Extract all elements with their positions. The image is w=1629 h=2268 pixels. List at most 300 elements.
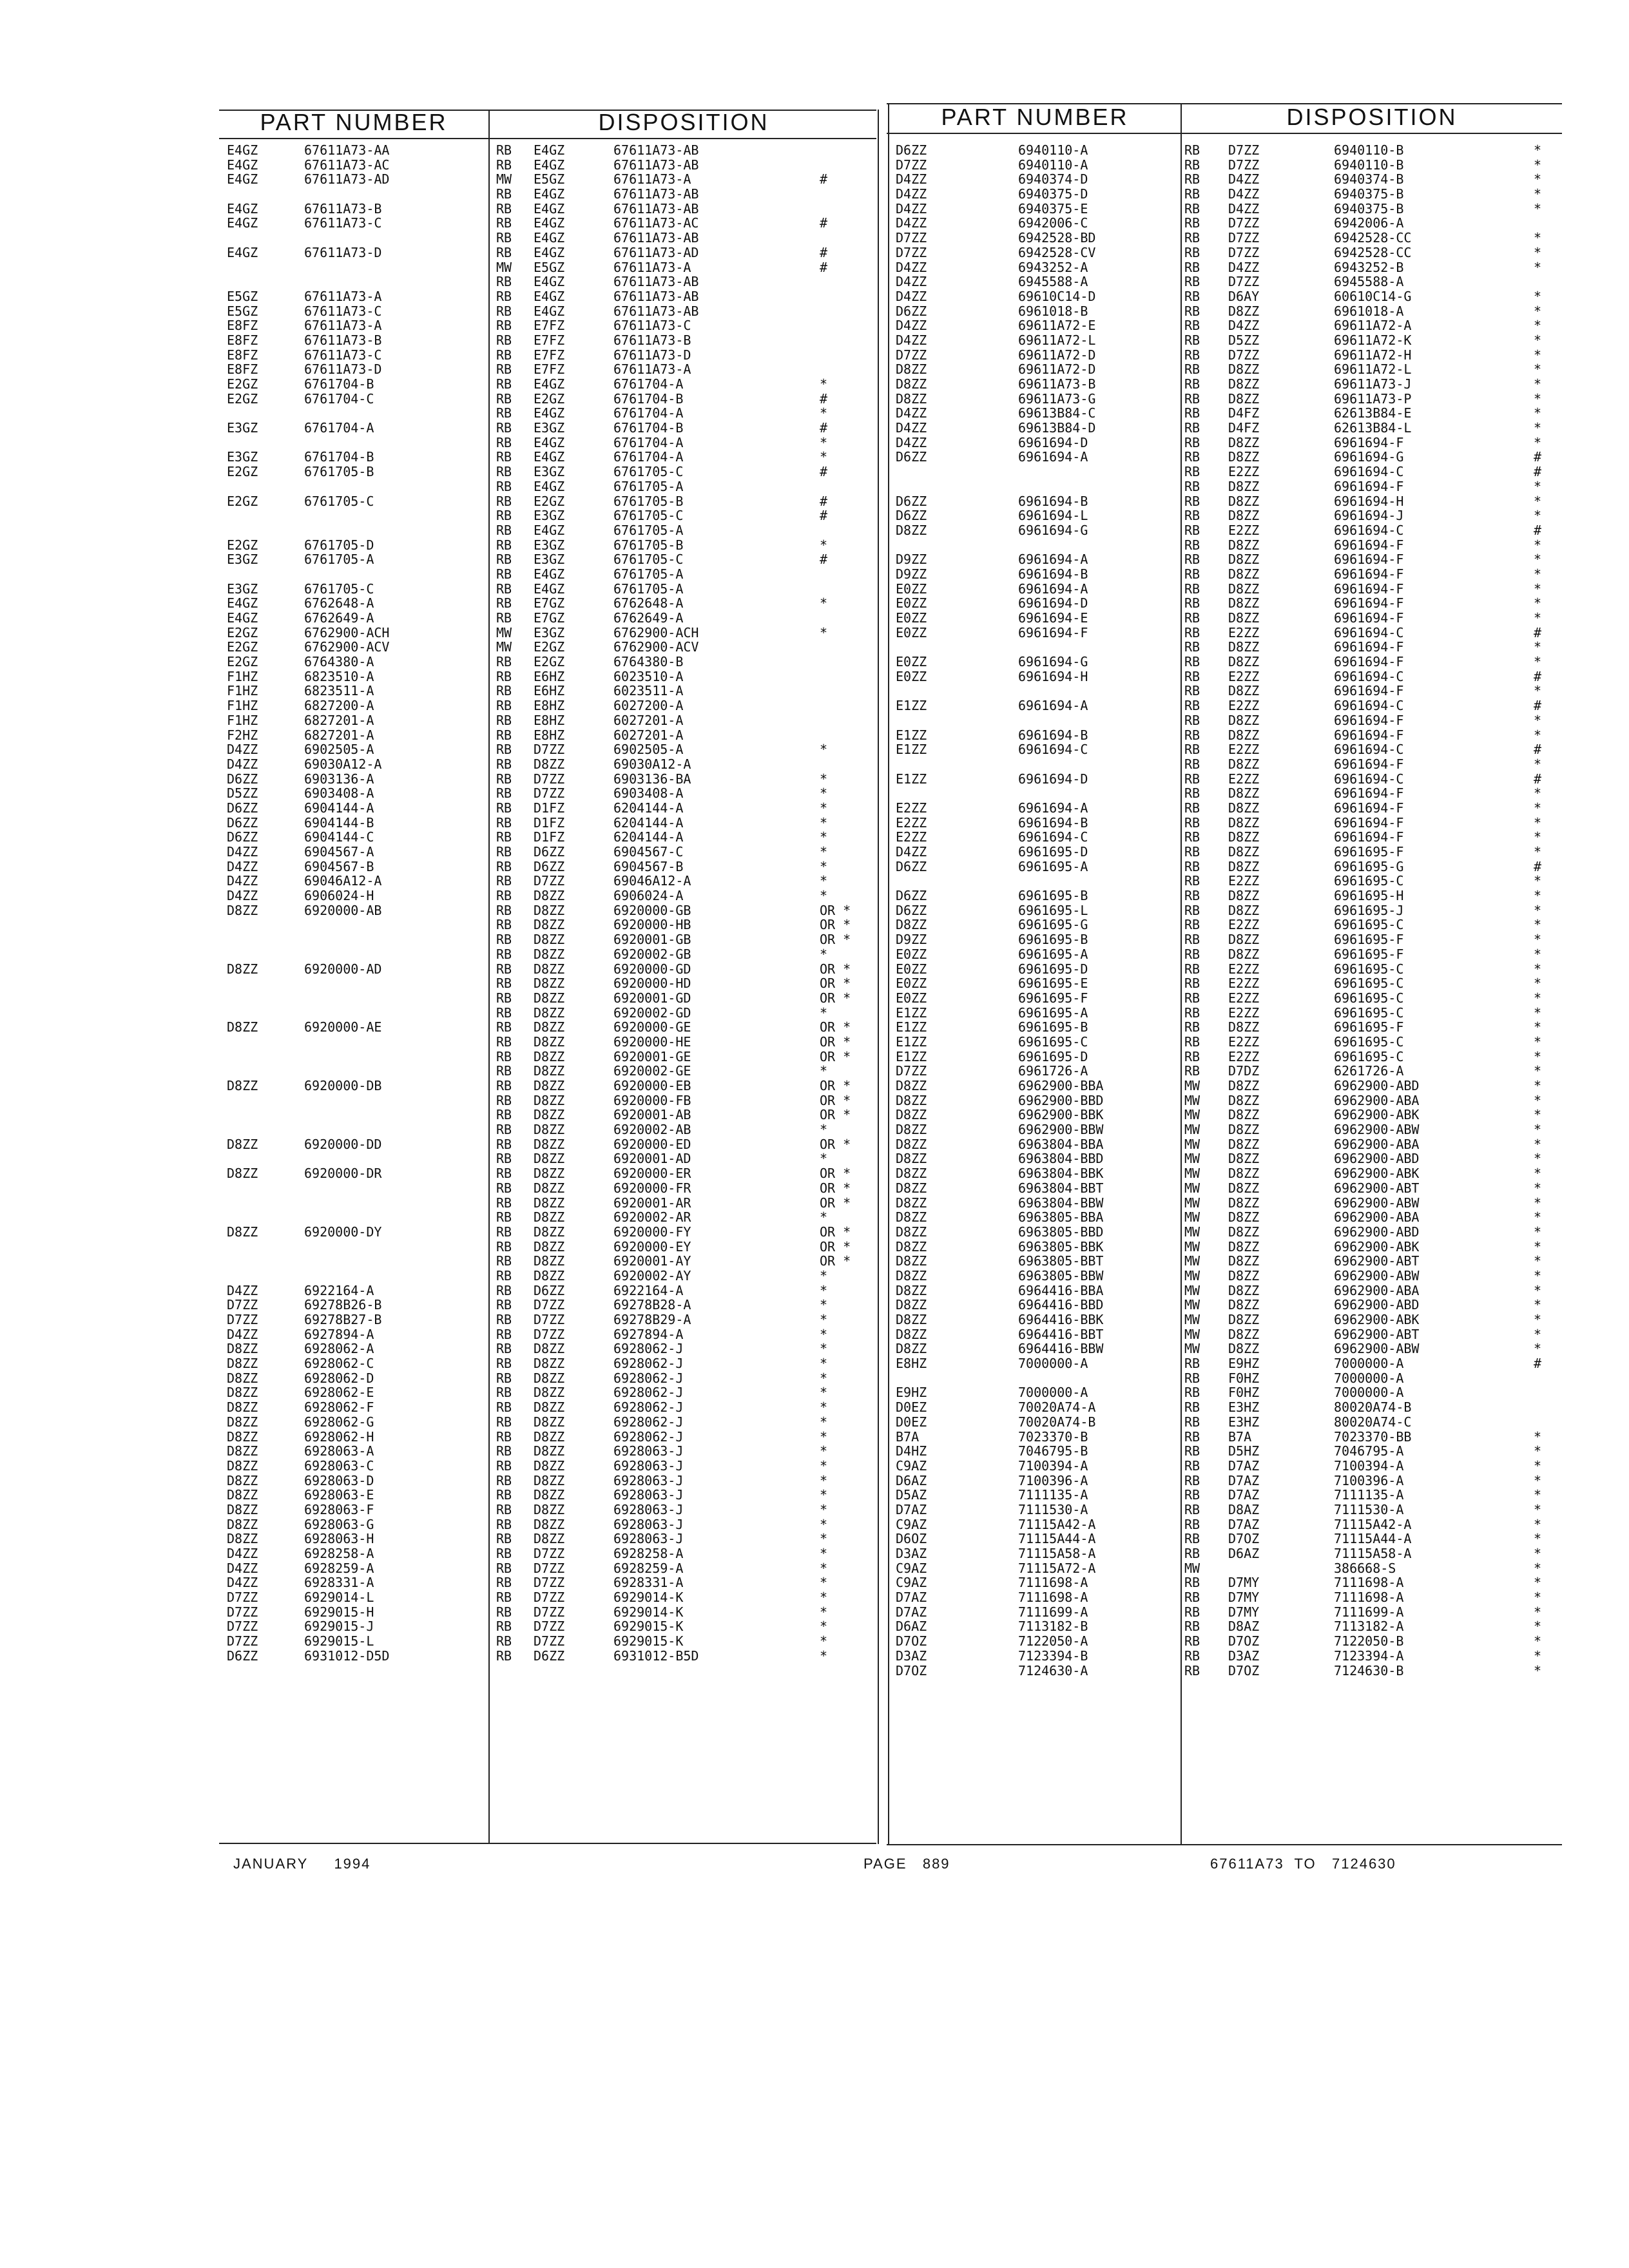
cell-note: OR * (820, 902, 851, 918)
cell-code: MW (1184, 1341, 1200, 1357)
cell-part-number: 6761705-D (304, 537, 374, 553)
cell-prefix: D6AZ (896, 1472, 927, 1488)
table-row (227, 962, 871, 977)
cell-code: RB (496, 493, 512, 509)
cell-part-number: 6928062-A (304, 1341, 374, 1357)
cell-disp-number: 6928062-J (613, 1414, 684, 1430)
cell-disp-prefix: D8ZZ (534, 1092, 565, 1108)
table-row (227, 1517, 871, 1532)
cell-code: RB (496, 1648, 512, 1664)
cell-disp-number: 69611A72-K (1334, 332, 1412, 348)
cell-part-number: 6961694-B (1018, 727, 1088, 743)
cell-disp-number: 6920000-ER (613, 1166, 691, 1182)
cell-part-number: 6943252-A (1018, 259, 1088, 275)
cell-note: # (820, 171, 828, 187)
cell-part-number: 6942528-CV (1018, 244, 1096, 260)
cell-disp-number: 6920000-EY (613, 1238, 691, 1254)
table-row (227, 552, 871, 567)
table-row (227, 494, 871, 509)
cell-disp-prefix: D8ZZ (534, 1501, 565, 1517)
table-row (896, 1254, 1559, 1269)
table-row (896, 1108, 1559, 1122)
cell-part-number: 6961726-A (1018, 1063, 1088, 1079)
cell-disp-prefix: D7ZZ (534, 1590, 565, 1606)
cell-disp-prefix: D8ZZ (1228, 654, 1260, 670)
cell-prefix: D7AZ (896, 1604, 927, 1620)
cell-disp-prefix: D8ZZ (1228, 683, 1260, 699)
cell-prefix: D8ZZ (896, 1326, 927, 1342)
table-row (896, 713, 1559, 728)
cell-part-number: 6823511-A (304, 683, 374, 699)
table-row (227, 655, 871, 669)
cell-note: OR * (820, 1107, 851, 1123)
table-row (227, 1619, 871, 1634)
cell-code: RB (496, 230, 512, 246)
cell-note: # (820, 493, 828, 509)
cell-part-number: 7124630-A (1018, 1662, 1088, 1678)
cell-code: RB (496, 785, 512, 802)
cell-note: * (1534, 654, 1542, 670)
cell-disp-prefix: D8ZZ (1228, 537, 1260, 553)
table-row (896, 786, 1559, 801)
cell-code: RB (1184, 244, 1200, 260)
cell-note: * (820, 844, 828, 860)
cell-disp-number: 7111135-A (1334, 1487, 1404, 1503)
cell-part-number: 69610C14-D (1018, 288, 1096, 304)
cell-prefix: D7OZ (896, 1662, 927, 1678)
cell-code: RB (1184, 829, 1200, 845)
cell-prefix: D7ZZ (227, 1604, 258, 1620)
cell-disp-prefix: E4GZ (534, 478, 565, 494)
cell-note: * (820, 1312, 828, 1327)
table-row (227, 1546, 871, 1561)
table-row (896, 669, 1559, 684)
cell-part-number: 69611A72-D (1018, 347, 1096, 363)
cell-code: RB (496, 1078, 512, 1093)
table-row (896, 1561, 1559, 1576)
cell-disp-prefix: E4GZ (534, 142, 565, 158)
cell-disp-number: 67611A73-AB (613, 186, 699, 202)
cell-disp-prefix: D7ZZ (1228, 274, 1260, 290)
cell-prefix: D8ZZ (227, 1166, 258, 1182)
cell-disp-number: 6962900-ABD (1334, 1151, 1420, 1167)
table-row (896, 406, 1559, 421)
cell-part-number: 7113182-B (1018, 1619, 1088, 1635)
cell-part-number: 6761705-A (304, 552, 374, 568)
cell-disp-prefix: E2ZZ (1228, 1033, 1260, 1050)
cell-prefix: E1ZZ (896, 1004, 927, 1021)
cell-code: MW (1184, 1092, 1200, 1108)
table-row (227, 304, 871, 319)
cell-part-number: 6904144-B (304, 814, 374, 831)
cell-note: * (1534, 1238, 1542, 1254)
cell-note: # (1534, 449, 1542, 465)
table-row (896, 333, 1559, 348)
cell-disp-number: 6961695-C (1334, 873, 1404, 889)
cell-part-number: 6762648-A (304, 595, 374, 611)
cell-prefix: D8ZZ (896, 361, 927, 378)
cell-disp-prefix: E7GZ (534, 610, 565, 626)
table-row (896, 508, 1559, 523)
cell-disp-number: 7124630-B (1334, 1662, 1404, 1678)
cell-disp-number: 7000000-A (1334, 1370, 1404, 1386)
cell-disp-number: 6903408-A (613, 785, 684, 802)
cell-disp-number: 69611A72-A (1334, 318, 1412, 334)
cell-disp-number: 6027201-A (613, 712, 684, 728)
vrule-right-start (888, 103, 889, 1844)
cell-code: RB (1184, 390, 1200, 407)
table-row (227, 1400, 871, 1415)
cell-code: RB (1184, 581, 1200, 597)
cell-code: RB (496, 1443, 512, 1459)
cell-note: * (820, 1385, 828, 1401)
cell-prefix: C9AZ (896, 1457, 927, 1474)
table-row (896, 567, 1559, 582)
cell-part-number: 69611A73-B (1018, 376, 1096, 392)
cell-note: * (1534, 1078, 1542, 1093)
cell-code: RB (1184, 200, 1200, 216)
cell-note: * (820, 1151, 828, 1167)
table-row (896, 728, 1559, 743)
cell-code: RB (496, 1531, 512, 1547)
cell-disp-prefix: D4ZZ (1228, 318, 1260, 334)
cell-part-number: 6920000-DR (304, 1166, 382, 1182)
table-row (896, 889, 1559, 903)
table-row (227, 830, 871, 845)
cell-disp-number: 6920002-AR (613, 1209, 691, 1225)
table-row (227, 596, 871, 611)
cell-note: OR * (820, 1224, 851, 1240)
cell-disp-prefix: E4GZ (534, 434, 565, 450)
cell-disp-prefix: D8ZZ (534, 1428, 565, 1445)
table-row (896, 611, 1559, 626)
cell-disp-number: 6761705-A (613, 522, 684, 538)
cell-disp-number: 6929014-K (613, 1590, 684, 1606)
cell-disp-number: 6762900-ACV (613, 639, 699, 655)
cell-disp-prefix: D8ZZ (1228, 902, 1260, 918)
cell-prefix: E4GZ (227, 244, 258, 260)
cell-code: RB (1184, 946, 1200, 962)
table-row (227, 1254, 871, 1269)
cell-prefix: E8FZ (227, 332, 258, 348)
cell-part-number: 6964416-BBD (1018, 1297, 1104, 1313)
cell-disp-prefix: D8ZZ (534, 1078, 565, 1093)
cell-part-number: 6904567-B (304, 858, 374, 874)
cell-code: RB (1184, 668, 1200, 684)
cell-prefix: E3GZ (227, 581, 258, 597)
cell-disp-number: 6942528-CC (1334, 244, 1412, 260)
cell-note: * (1534, 639, 1542, 655)
cell-code: RB (1184, 1399, 1200, 1416)
cell-code: MW (496, 259, 512, 275)
cell-code: RB (496, 727, 512, 743)
cell-note: * (1534, 1516, 1542, 1532)
cell-prefix: E0ZZ (896, 990, 927, 1006)
cell-part-number: 6961695-E (1018, 975, 1088, 992)
cell-prefix: E0ZZ (896, 581, 927, 597)
cell-part-number: 6761705-C (304, 493, 374, 509)
cell-part-number: 7111699-A (1018, 1604, 1088, 1620)
cell-disp-number: 6961695-C (1334, 1048, 1404, 1064)
cell-disp-number: 6961694-F (1334, 785, 1404, 802)
cell-note: * (1534, 1253, 1542, 1269)
cell-code: MW (1184, 1326, 1200, 1342)
cell-disp-number: 7113182-A (1334, 1619, 1404, 1635)
cell-disp-prefix: D8ZZ (534, 1238, 565, 1254)
cell-code: RB (1184, 771, 1200, 787)
cell-disp-prefix: D8AZ (1228, 1501, 1260, 1517)
cell-prefix: E4GZ (227, 610, 258, 626)
cell-code: RB (1184, 434, 1200, 450)
cell-part-number: 6827200-A (304, 698, 374, 714)
table-row (896, 231, 1559, 245)
cell-disp-number: 6962900-ABA (1334, 1136, 1420, 1152)
cell-part-number: 6961694-A (1018, 449, 1088, 465)
cell-part-number: 6929015-L (304, 1633, 374, 1649)
table-row (227, 392, 871, 407)
cell-code: RB (1184, 742, 1200, 758)
table-row (896, 392, 1559, 407)
table-row (227, 860, 871, 874)
cell-code: RB (496, 595, 512, 611)
table-row (896, 348, 1559, 363)
table-row (227, 713, 871, 728)
cell-disp-prefix: D8ZZ (1228, 1209, 1260, 1225)
table-row (227, 698, 871, 713)
cell-part-number: 69613B84-C (1018, 405, 1096, 421)
cell-disp-prefix: D8ZZ (534, 1136, 565, 1152)
cell-code: RB (496, 1107, 512, 1123)
table-row (227, 772, 871, 787)
cell-code: RB (496, 1575, 512, 1591)
cell-disp-prefix: B7A (1228, 1428, 1252, 1445)
cell-disp-number: 69046A12-A (613, 873, 691, 889)
cell-disp-prefix: D8ZZ (534, 1048, 565, 1064)
table-row (227, 274, 871, 289)
cell-disp-number: 6761705-C (613, 552, 684, 568)
cell-disp-number: 6961694-F (1334, 566, 1404, 582)
cell-part-number: 6961694-L (1018, 508, 1088, 524)
cell-disp-prefix: E3GZ (534, 508, 565, 524)
cell-code: RB (496, 157, 512, 173)
cell-disp-prefix: D8ZZ (534, 1224, 565, 1240)
cell-prefix: D0EZ (896, 1399, 927, 1416)
cell-disp-number: 6961695-F (1334, 946, 1404, 962)
cell-note: * (820, 1472, 828, 1488)
cell-disp-prefix: D3AZ (1228, 1648, 1260, 1664)
cell-disp-prefix: D7AZ (1228, 1472, 1260, 1488)
cell-prefix: D6ZZ (227, 814, 258, 831)
cell-prefix: D8ZZ (227, 1516, 258, 1532)
cell-disp-prefix: D8ZZ (534, 1443, 565, 1459)
table-row (896, 1064, 1559, 1079)
cell-prefix: D8ZZ (896, 1282, 927, 1298)
table-row (896, 742, 1559, 757)
cell-disp-number: 6961694-C (1334, 522, 1404, 538)
cell-disp-prefix: E2GZ (534, 639, 565, 655)
cell-prefix: D8ZZ (896, 1253, 927, 1269)
cell-code: RB (1184, 1487, 1200, 1503)
cell-code: RB (496, 1224, 512, 1240)
cell-note: * (1534, 200, 1542, 216)
cell-disp-prefix: E4GZ (534, 230, 565, 246)
table-row (227, 874, 871, 889)
cell-disp-prefix: E2ZZ (1228, 1048, 1260, 1064)
cell-code: RB (496, 318, 512, 334)
cell-part-number: 67611A73-C (304, 347, 382, 363)
cell-note: * (820, 1633, 828, 1649)
cell-prefix: E2ZZ (896, 829, 927, 845)
cell-disp-number: 6942006-A (1334, 215, 1404, 231)
cell-part-number: 6823510-A (304, 668, 374, 684)
cell-prefix: D8ZZ (896, 1238, 927, 1254)
cell-disp-number: 6023511-A (613, 683, 684, 699)
cell-disp-prefix: D8ZZ (1228, 1253, 1260, 1269)
cell-disp-prefix: D8ZZ (1228, 508, 1260, 524)
cell-disp-prefix: E2ZZ (1228, 873, 1260, 889)
cell-prefix: D4ZZ (896, 171, 927, 187)
cell-disp-number: 6761705-A (613, 566, 684, 582)
cell-disp-prefix: D6AY (1228, 288, 1260, 304)
cell-prefix: E8FZ (227, 347, 258, 363)
cell-prefix: D4ZZ (227, 1546, 258, 1561)
cell-prefix: E0ZZ (896, 624, 927, 640)
cell-prefix: D4ZZ (227, 756, 258, 772)
cell-code: RB (496, 1428, 512, 1445)
table-row (227, 1020, 871, 1035)
cell-disp-prefix: D8ZZ (534, 1019, 565, 1035)
cell-note: * (820, 888, 828, 904)
cell-part-number: 7122050-A (1018, 1633, 1088, 1649)
cell-disp-prefix: E4GZ (534, 566, 565, 582)
cell-disp-number: 6904567-C (613, 844, 684, 860)
cell-disp-prefix: D8ZZ (534, 1487, 565, 1503)
table-row (896, 1664, 1559, 1678)
cell-code: RB (496, 1326, 512, 1342)
cell-disp-number: 6928062-J (613, 1399, 684, 1416)
cell-prefix: D8ZZ (896, 1122, 927, 1138)
cell-prefix: D8ZZ (896, 1341, 927, 1357)
left-part-number-header: PART NUMBER (260, 109, 448, 135)
cell-code: RB (496, 1092, 512, 1108)
cell-prefix: E9HZ (896, 1385, 927, 1401)
cell-code: RB (1184, 624, 1200, 640)
table-row (896, 1035, 1559, 1050)
table-row (227, 640, 871, 655)
cell-code: RB (1184, 756, 1200, 772)
cell-disp-prefix: D7ZZ (534, 1297, 565, 1313)
table-row (896, 362, 1559, 377)
cell-disp-number: 6928259-A (613, 1560, 684, 1576)
cell-disp-prefix: E8HZ (534, 727, 565, 743)
cell-disp-prefix: E2ZZ (1228, 624, 1260, 640)
cell-disp-prefix: E4GZ (534, 157, 565, 173)
cell-disp-number: 6962900-ABK (1334, 1107, 1420, 1123)
table-row (896, 1488, 1559, 1503)
cell-note: * (820, 624, 828, 640)
cell-code: RB (496, 1151, 512, 1167)
table-row (227, 362, 871, 377)
cell-note: # (1534, 742, 1542, 758)
table-row (896, 816, 1559, 831)
cell-code: RB (1184, 858, 1200, 874)
left-column (227, 143, 871, 1664)
table-row (896, 1605, 1559, 1620)
cell-disp-prefix: D6ZZ (534, 844, 565, 860)
cell-code: RB (1184, 800, 1200, 816)
cell-note: * (820, 1531, 828, 1547)
cell-disp-prefix: D7ZZ (1228, 215, 1260, 231)
cell-prefix: D8ZZ (227, 1356, 258, 1372)
cell-disp-number: 6920001-AB (613, 1107, 691, 1123)
cell-disp-prefix: D8ZZ (1228, 800, 1260, 816)
cell-part-number: 6945588-A (1018, 274, 1088, 290)
cell-disp-prefix: D8ZZ (1228, 1166, 1260, 1182)
cell-disp-number: 69611A73-J (1334, 376, 1412, 392)
table-row (227, 1561, 871, 1576)
cell-part-number: 6942006-C (1018, 215, 1088, 231)
cell-disp-number: 67611A73-AB (613, 142, 699, 158)
cell-disp-prefix: D8ZZ (534, 1033, 565, 1050)
cell-part-number: 67611A73-D (304, 361, 382, 378)
cell-disp-prefix: D8ZZ (534, 1151, 565, 1167)
table-row (227, 1166, 871, 1181)
table-row (227, 567, 871, 582)
table-row (896, 289, 1559, 304)
cell-code: RB (496, 858, 512, 874)
cell-part-number: 6762900-ACV (304, 639, 390, 655)
cell-code: RB (1184, 1033, 1200, 1050)
cell-disp-number: 6928062-J (613, 1341, 684, 1357)
cell-part-number: 6904567-A (304, 844, 374, 860)
table-row (227, 816, 871, 831)
cell-note: * (1534, 1004, 1542, 1021)
cell-disp-number: 69611A73-P (1334, 390, 1412, 407)
cell-part-number: 6964416-BBK (1018, 1312, 1104, 1327)
cell-note: * (820, 1619, 828, 1635)
table-row (227, 947, 871, 962)
cell-note: * (1534, 1487, 1542, 1503)
cell-prefix: D7OZ (896, 1633, 927, 1649)
cell-part-number: 67611A73-B (304, 332, 382, 348)
cell-note: # (1534, 624, 1542, 640)
cell-note: * (820, 1356, 828, 1372)
cell-code: RB (1184, 1531, 1200, 1547)
cell-disp-number: 6920000-FB (613, 1092, 691, 1108)
cell-part-number: 6963804-BBA (1018, 1136, 1104, 1152)
cell-disp-number: 67611A73-A (613, 361, 691, 378)
table-row (896, 684, 1559, 698)
table-row (227, 1575, 871, 1590)
cell-note: * (1534, 186, 1542, 202)
table-row (227, 1430, 871, 1445)
cell-disp-prefix: D4FZ (1228, 420, 1260, 436)
cell-disp-prefix: E3GZ (534, 464, 565, 480)
cell-disp-prefix: D8ZZ (1228, 1019, 1260, 1035)
cell-part-number: 71115A58-A (1018, 1546, 1096, 1561)
bottom-rule-right (887, 1844, 1562, 1845)
cell-part-number: 6961694-A (1018, 581, 1088, 597)
cell-disp-prefix: D8ZZ (534, 1195, 565, 1211)
table-row (227, 377, 871, 392)
cell-disp-number: 6920000-HB (613, 917, 691, 933)
cell-part-number: 7100396-A (1018, 1472, 1088, 1488)
cell-disp-number: 6920000-FR (613, 1180, 691, 1196)
cell-part-number: 6928331-A (304, 1575, 374, 1591)
cell-disp-number: 67611A73-AB (613, 230, 699, 246)
table-row (896, 450, 1559, 465)
cell-prefix: E5GZ (227, 288, 258, 304)
